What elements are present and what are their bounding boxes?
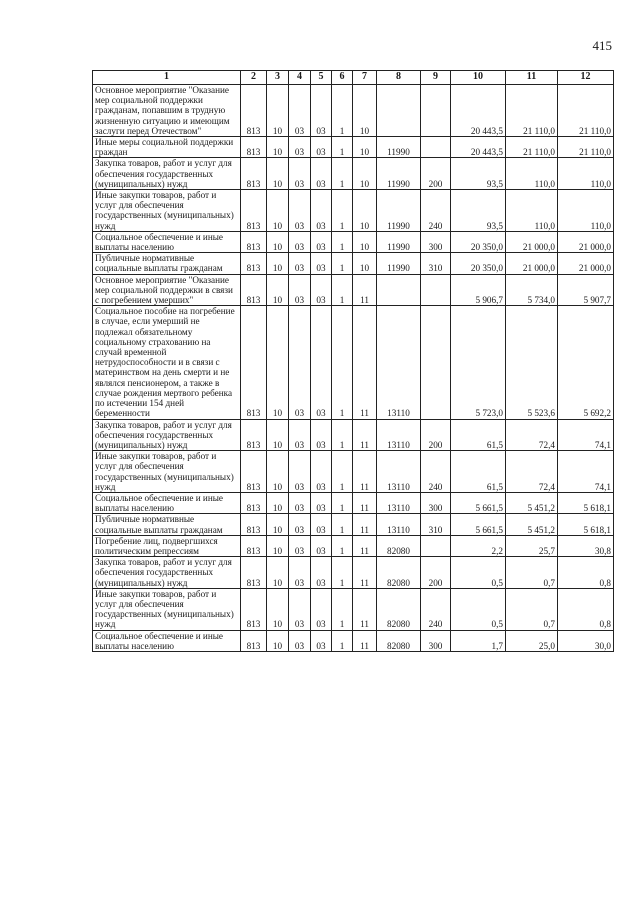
row-value-cell: 2,2 xyxy=(451,535,506,556)
row-value-cell: 110,0 xyxy=(506,190,558,232)
row-value-cell: 10 xyxy=(267,557,289,589)
row-value-cell: 5 523,6 xyxy=(506,306,558,419)
row-value-cell: 03 xyxy=(289,231,311,252)
row-value-cell: 813 xyxy=(241,588,267,630)
row-value-cell: 5 451,2 xyxy=(506,492,558,513)
row-value-cell: 1 xyxy=(332,231,353,252)
row-value-cell: 11 xyxy=(353,535,377,556)
row-value-cell: 10 xyxy=(353,231,377,252)
row-value-cell: 10 xyxy=(353,190,377,232)
row-value-cell: 310 xyxy=(421,253,451,274)
row-value-cell: 0,5 xyxy=(451,557,506,589)
row-value-cell: 03 xyxy=(289,158,311,190)
row-value-cell: 11 xyxy=(353,630,377,651)
row-value-cell: 5 618,1 xyxy=(558,514,614,535)
row-value-cell: 1 xyxy=(332,588,353,630)
row-value-cell: 82080 xyxy=(377,630,421,651)
row-value-cell: 72,4 xyxy=(506,451,558,493)
row-value-cell: 1 xyxy=(332,274,353,306)
row-value-cell: 03 xyxy=(311,253,332,274)
row-value-cell: 21 110,0 xyxy=(558,85,614,137)
row-value-cell: 03 xyxy=(289,451,311,493)
row-value-cell: 82080 xyxy=(377,588,421,630)
row-value-cell: 813 xyxy=(241,253,267,274)
row-value-cell: 813 xyxy=(241,274,267,306)
table-row xyxy=(93,557,614,589)
row-value-cell: 10 xyxy=(267,274,289,306)
row-value-cell: 310 xyxy=(421,514,451,535)
row-value-cell: 20 350,0 xyxy=(451,253,506,274)
row-value-cell: 03 xyxy=(311,514,332,535)
row-name-cell: Закупка товаров, работ и услуг для обеспечения государственных (муниципальных) нужд xyxy=(93,419,241,451)
row-value-cell: 110,0 xyxy=(558,158,614,190)
row-value-cell: 240 xyxy=(421,451,451,493)
row-value-cell: 03 xyxy=(311,630,332,651)
row-value-cell: 11990 xyxy=(377,190,421,232)
table-row xyxy=(93,190,614,232)
row-value-cell: 1 xyxy=(332,557,353,589)
row-value-cell: 110,0 xyxy=(506,158,558,190)
table-row xyxy=(93,274,614,306)
row-value-cell: 82080 xyxy=(377,557,421,589)
row-value-cell: 61,5 xyxy=(451,451,506,493)
row-value-cell: 813 xyxy=(241,514,267,535)
row-value-cell: 20 443,5 xyxy=(451,85,506,137)
row-value-cell: 03 xyxy=(289,190,311,232)
row-value-cell: 5 451,2 xyxy=(506,514,558,535)
row-value-cell: 1 xyxy=(332,451,353,493)
row-value-cell: 1 xyxy=(332,514,353,535)
row-name-cell: Публичные нормативные социальные выплаты гражданам xyxy=(93,514,241,535)
row-name-cell: Публичные нормативные социальные выплаты гражданам xyxy=(93,253,241,274)
row-value-cell: 813 xyxy=(241,492,267,513)
row-value-cell: 25,0 xyxy=(506,630,558,651)
row-value-cell: 1 xyxy=(332,158,353,190)
row-value-cell: 1 xyxy=(332,306,353,419)
row-name-cell: Социальное обеспечение и иные выплаты населению xyxy=(93,492,241,513)
row-value-cell: 200 xyxy=(421,557,451,589)
row-value-cell: 03 xyxy=(289,137,311,158)
row-value-cell: 03 xyxy=(311,419,332,451)
row-value-cell: 61,5 xyxy=(451,419,506,451)
row-value-cell xyxy=(421,137,451,158)
row-value-cell: 03 xyxy=(289,535,311,556)
row-value-cell: 21 110,0 xyxy=(506,85,558,137)
row-value-cell: 10 xyxy=(267,419,289,451)
row-value-cell: 11 xyxy=(353,514,377,535)
table-row xyxy=(93,535,614,556)
table-row xyxy=(93,419,614,451)
row-value-cell: 13110 xyxy=(377,306,421,419)
row-value-cell: 03 xyxy=(289,492,311,513)
header-row xyxy=(93,71,614,85)
row-value-cell xyxy=(377,85,421,137)
row-value-cell: 74,1 xyxy=(558,451,614,493)
row-value-cell: 813 xyxy=(241,419,267,451)
row-value-cell: 240 xyxy=(421,588,451,630)
row-value-cell: 11 xyxy=(353,451,377,493)
row-value-cell: 11 xyxy=(353,274,377,306)
row-value-cell: 30,8 xyxy=(558,535,614,556)
row-name-cell: Основное мероприятие "Оказание мер социальной поддержки гражданам, попавшим в трудную жизненную ситуацию и имеющим заслуги перед Отечеством" xyxy=(93,85,241,137)
table-row xyxy=(93,253,614,274)
row-value-cell: 03 xyxy=(311,158,332,190)
row-value-cell: 10 xyxy=(353,137,377,158)
row-value-cell: 10 xyxy=(267,190,289,232)
row-value-cell: 10 xyxy=(267,451,289,493)
row-value-cell: 03 xyxy=(311,190,332,232)
row-value-cell: 10 xyxy=(267,514,289,535)
col-header: 11 xyxy=(506,71,558,85)
row-value-cell: 21 110,0 xyxy=(558,137,614,158)
row-value-cell: 74,1 xyxy=(558,419,614,451)
row-name-cell: Погребение лиц, подвергшихся политическим репрессиям xyxy=(93,535,241,556)
row-name-cell: Закупка товаров, работ и услуг для обеспечения государственных (муниципальных) нужд xyxy=(93,158,241,190)
col-header: 10 xyxy=(451,71,506,85)
row-value-cell: 5 618,1 xyxy=(558,492,614,513)
row-value-cell: 11990 xyxy=(377,137,421,158)
row-value-cell: 5 661,5 xyxy=(451,492,506,513)
col-header: 6 xyxy=(332,71,353,85)
row-value-cell: 10 xyxy=(267,253,289,274)
row-value-cell: 03 xyxy=(289,557,311,589)
row-value-cell: 03 xyxy=(311,588,332,630)
row-value-cell: 10 xyxy=(267,535,289,556)
row-value-cell xyxy=(377,274,421,306)
row-value-cell: 10 xyxy=(267,492,289,513)
table-row xyxy=(93,306,614,419)
col-header: 8 xyxy=(377,71,421,85)
row-value-cell: 11 xyxy=(353,588,377,630)
row-value-cell: 300 xyxy=(421,630,451,651)
row-value-cell: 93,5 xyxy=(451,158,506,190)
row-value-cell: 0,8 xyxy=(558,557,614,589)
row-value-cell: 13110 xyxy=(377,514,421,535)
row-value-cell: 21 000,0 xyxy=(558,231,614,252)
row-value-cell: 813 xyxy=(241,630,267,651)
row-name-cell: Иные закупки товаров, работ и услуг для обеспечения государственных (муниципальных) нужд xyxy=(93,451,241,493)
row-value-cell: 03 xyxy=(311,137,332,158)
row-value-cell: 03 xyxy=(311,274,332,306)
row-name-cell: Закупка товаров, работ и услуг для обеспечения государственных (муниципальных) нужд xyxy=(93,557,241,589)
table-row xyxy=(93,137,614,158)
row-value-cell: 03 xyxy=(289,306,311,419)
row-value-cell: 0,7 xyxy=(506,557,558,589)
table-row xyxy=(93,514,614,535)
row-value-cell: 0,5 xyxy=(451,588,506,630)
row-value-cell: 72,4 xyxy=(506,419,558,451)
row-value-cell: 10 xyxy=(353,85,377,137)
row-value-cell: 21 000,0 xyxy=(506,231,558,252)
row-value-cell: 82080 xyxy=(377,535,421,556)
row-value-cell: 10 xyxy=(267,231,289,252)
row-value-cell: 10 xyxy=(267,306,289,419)
col-header: 5 xyxy=(311,71,332,85)
row-value-cell: 5 723,0 xyxy=(451,306,506,419)
row-value-cell: 10 xyxy=(267,588,289,630)
row-value-cell: 20 443,5 xyxy=(451,137,506,158)
row-value-cell: 5 661,5 xyxy=(451,514,506,535)
row-value-cell: 813 xyxy=(241,190,267,232)
row-value-cell: 11990 xyxy=(377,253,421,274)
row-value-cell: 11 xyxy=(353,419,377,451)
row-value-cell: 1 xyxy=(332,535,353,556)
row-value-cell: 03 xyxy=(311,451,332,493)
row-value-cell: 300 xyxy=(421,231,451,252)
row-value-cell: 1 xyxy=(332,419,353,451)
row-value-cell: 1 xyxy=(332,137,353,158)
row-value-cell: 813 xyxy=(241,451,267,493)
page-number: 415 xyxy=(592,38,612,53)
row-value-cell: 0,7 xyxy=(506,588,558,630)
row-value-cell: 1 xyxy=(332,85,353,137)
row-value-cell: 13110 xyxy=(377,419,421,451)
row-value-cell: 25,7 xyxy=(506,535,558,556)
table-row xyxy=(93,492,614,513)
row-value-cell: 5 734,0 xyxy=(506,274,558,306)
table-row xyxy=(93,231,614,252)
row-name-cell: Иные меры социальной поддержки граждан xyxy=(93,137,241,158)
row-value-cell: 110,0 xyxy=(558,190,614,232)
row-value-cell: 93,5 xyxy=(451,190,506,232)
row-value-cell: 13110 xyxy=(377,451,421,493)
row-value-cell: 13110 xyxy=(377,492,421,513)
row-value-cell: 10 xyxy=(267,137,289,158)
row-value-cell: 1 xyxy=(332,190,353,232)
row-value-cell: 03 xyxy=(311,535,332,556)
row-value-cell: 10 xyxy=(267,630,289,651)
row-name-cell: Социальное пособие на погребение в случае, если умерший не подлежал обязательному социальному страхованию на случай временной нетрудоспособности и в связи с материнством на день смерти и не являлся пенсионером, а также в случае рождения мертвого ребенка по истечении 154 дней беременности xyxy=(93,306,241,419)
col-header: 4 xyxy=(289,71,311,85)
row-value-cell: 10 xyxy=(267,85,289,137)
table-row xyxy=(93,158,614,190)
row-value-cell: 1 xyxy=(332,630,353,651)
row-name-cell: Социальное обеспечение и иные выплаты населению xyxy=(93,231,241,252)
row-value-cell: 813 xyxy=(241,137,267,158)
budget-table xyxy=(92,70,614,652)
row-name-cell: Основное мероприятие "Оказание мер социальной поддержки в связи с погребением умерших" xyxy=(93,274,241,306)
row-value-cell: 03 xyxy=(289,274,311,306)
row-value-cell: 200 xyxy=(421,419,451,451)
row-value-cell: 10 xyxy=(267,158,289,190)
row-value-cell: 813 xyxy=(241,306,267,419)
row-name-cell: Социальное обеспечение и иные выплаты населению xyxy=(93,630,241,651)
row-value-cell: 03 xyxy=(311,85,332,137)
row-value-cell xyxy=(421,535,451,556)
row-value-cell: 03 xyxy=(289,85,311,137)
col-header: 7 xyxy=(353,71,377,85)
row-value-cell: 11 xyxy=(353,306,377,419)
row-value-cell: 21 110,0 xyxy=(506,137,558,158)
row-value-cell: 1,7 xyxy=(451,630,506,651)
table-row xyxy=(93,85,614,137)
row-value-cell: 0,8 xyxy=(558,588,614,630)
row-name-cell: Иные закупки товаров, работ и услуг для обеспечения государственных (муниципальных) нужд xyxy=(93,190,241,232)
row-value-cell: 11990 xyxy=(377,231,421,252)
row-value-cell: 03 xyxy=(289,253,311,274)
row-value-cell: 10 xyxy=(353,253,377,274)
row-value-cell: 03 xyxy=(311,231,332,252)
row-value-cell xyxy=(421,85,451,137)
row-value-cell: 813 xyxy=(241,557,267,589)
row-value-cell: 1 xyxy=(332,492,353,513)
row-value-cell: 03 xyxy=(311,557,332,589)
row-value-cell: 813 xyxy=(241,158,267,190)
row-value-cell: 813 xyxy=(241,535,267,556)
row-value-cell: 03 xyxy=(311,306,332,419)
row-value-cell: 20 350,0 xyxy=(451,231,506,252)
row-value-cell: 813 xyxy=(241,85,267,137)
row-value-cell: 200 xyxy=(421,158,451,190)
col-header: 2 xyxy=(241,71,267,85)
col-header: 12 xyxy=(558,71,614,85)
row-value-cell: 5 907,7 xyxy=(558,274,614,306)
row-value-cell: 21 000,0 xyxy=(506,253,558,274)
row-value-cell: 03 xyxy=(289,514,311,535)
col-header: 1 xyxy=(93,71,241,85)
row-value-cell: 11 xyxy=(353,492,377,513)
row-value-cell: 11 xyxy=(353,557,377,589)
row-value-cell: 21 000,0 xyxy=(558,253,614,274)
row-value-cell: 813 xyxy=(241,231,267,252)
table-row xyxy=(93,588,614,630)
row-value-cell: 300 xyxy=(421,492,451,513)
col-header: 3 xyxy=(267,71,289,85)
col-header: 9 xyxy=(421,71,451,85)
row-value-cell: 5 692,2 xyxy=(558,306,614,419)
row-value-cell xyxy=(421,306,451,419)
table-row xyxy=(93,451,614,493)
row-value-cell: 03 xyxy=(311,492,332,513)
row-value-cell: 10 xyxy=(353,158,377,190)
row-value-cell: 30,0 xyxy=(558,630,614,651)
row-value-cell: 240 xyxy=(421,190,451,232)
row-value-cell: 11990 xyxy=(377,158,421,190)
row-value-cell: 03 xyxy=(289,630,311,651)
row-value-cell: 1 xyxy=(332,253,353,274)
row-name-cell: Иные закупки товаров, работ и услуг для обеспечения государственных (муниципальных) нужд xyxy=(93,588,241,630)
row-value-cell xyxy=(421,274,451,306)
row-value-cell: 5 906,7 xyxy=(451,274,506,306)
table-row xyxy=(93,630,614,651)
row-value-cell: 03 xyxy=(289,419,311,451)
row-value-cell: 03 xyxy=(289,588,311,630)
